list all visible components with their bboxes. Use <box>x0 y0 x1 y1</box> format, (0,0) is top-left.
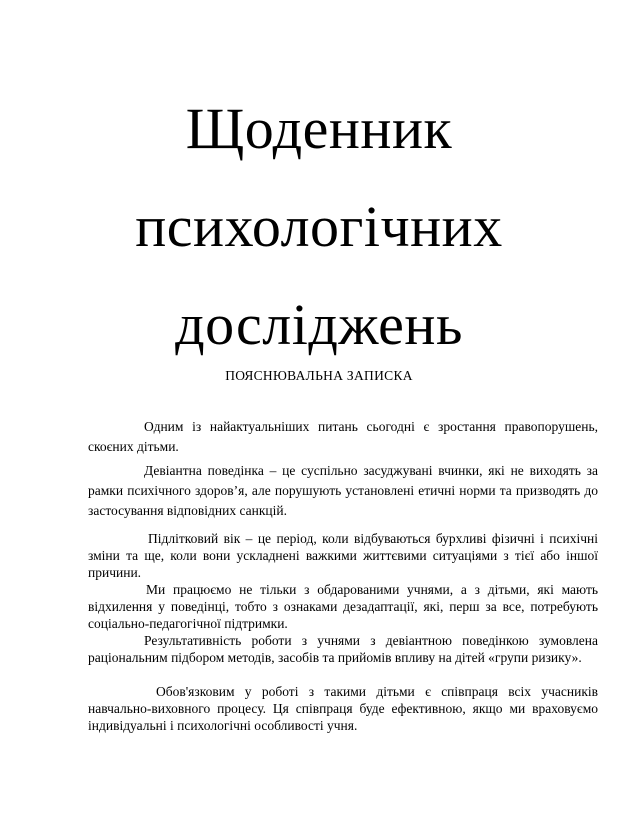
paragraph-6: Обов'язковим у роботі з такими дітьми є співпраця всіх учасників навчально-виховного процесу. Ця співпраця буде ефективною, якщо ми враховуємо індивідуальні і психологічні особливості учня. <box>88 684 598 733</box>
paragraph-4: Ми працюємо не тільки з обдарованими учнями, а з дітьми, які мають відхилення у поведінці, тобто з ознаками дезадаптації, які, перш за все, потребують соціально-педагогічної підтримки. <box>88 582 598 631</box>
document-title <box>0 80 638 374</box>
paragraph-2: Девіантна поведінка – це суспільно засуджувані вчинки, які не виходять за рамки психічного здоров’я, але порушують установлені етичні норми та призводять до застосування відповідних санкцій. <box>88 463 598 518</box>
title-line-3: досліджень <box>175 292 463 357</box>
paragraph-3: Підлітковий вік – це період, коли відбуваються бурхливі фізичні і психічні зміни та ще, коли вони ускладнені важкими життєвими ситуаціями з тієї або іншої причини. <box>88 531 598 580</box>
paragraph-1: Одним із найактуальніших питань сьогодні є зростання правопорушень, скоєних дітьми. <box>88 419 598 454</box>
title-line-2: психологічних <box>135 194 503 259</box>
title-line-1: Щоденник <box>185 96 453 161</box>
document-subtitle: ПОЯСНЮВАЛЬНА ЗАПИСКА <box>225 368 413 383</box>
paragraph-5: Результативність роботи з учнями з девіантною поведінкою зумовлена раціональним підбором методів, засобів та прийомів впливу на дітей «групи ризику». <box>88 633 598 665</box>
